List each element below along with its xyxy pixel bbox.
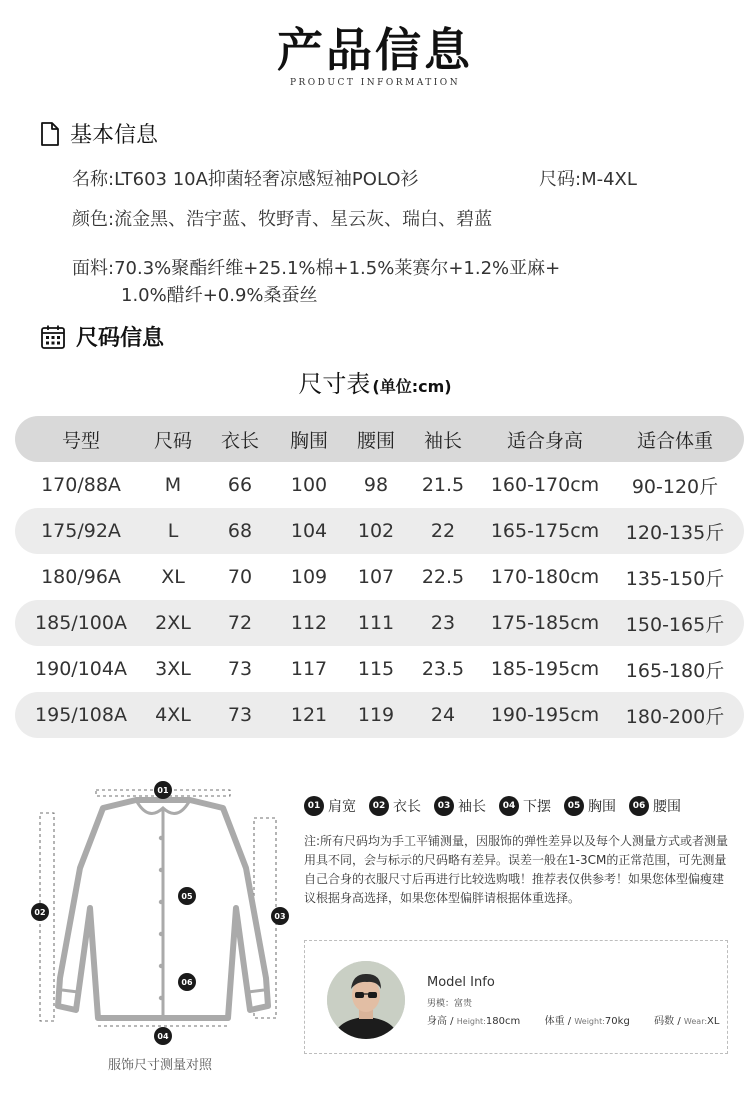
table-cell: 104	[290, 520, 328, 542]
marker-02	[31, 903, 49, 921]
table-cell: 195/108A	[35, 704, 127, 726]
legend-item	[499, 796, 551, 816]
wear-value: XL	[707, 1016, 720, 1027]
legend-number-badge: 03	[434, 796, 454, 816]
table-row	[15, 646, 744, 692]
table-cell: 117	[290, 658, 328, 680]
table-header-cell: 适合身高	[506, 429, 584, 452]
table-cell: 107	[357, 566, 395, 588]
page-title: 产品信息	[277, 23, 473, 77]
diagram-caption: 服饰尺寸测量对照	[107, 1058, 212, 1073]
product-fabric-line	[72, 254, 560, 280]
table-cell: 90-120斤	[631, 475, 719, 498]
height-value: 180cm	[485, 1016, 521, 1027]
table-cell: 22.5	[421, 566, 465, 588]
table-cell: 66	[227, 474, 253, 496]
table-header-cell: 袖长	[423, 429, 463, 452]
height-label: 身高 /	[427, 1016, 454, 1027]
table-cell: 68	[227, 520, 253, 542]
table-cell: 22	[430, 520, 456, 542]
marker-01-text: 01	[157, 786, 169, 795]
marker-06	[178, 973, 196, 991]
size-info-label: 尺码信息	[76, 326, 165, 351]
table-header-row	[15, 416, 744, 462]
shirt-measurement-diagram	[28, 778, 298, 1048]
model-info-box	[304, 940, 728, 1054]
legend-label: 下摆	[523, 799, 551, 815]
marker-04	[154, 1027, 172, 1045]
table-row	[15, 554, 744, 600]
table-cell: L	[167, 520, 179, 542]
table-row	[15, 600, 744, 646]
table-cell: 73	[227, 658, 253, 680]
basic-info-label: 基本信息	[70, 123, 159, 148]
weight-value: 70kg	[604, 1016, 630, 1027]
marker-02-text: 02	[34, 908, 46, 917]
table-cell: 170/88A	[41, 474, 121, 496]
legend-label: 袖长	[458, 799, 486, 815]
table-cell: 165-175cm	[490, 520, 600, 542]
table-cell: 120-135斤	[625, 521, 725, 544]
table-cell: 185-195cm	[490, 658, 600, 680]
table-cell: 21.5	[421, 474, 465, 496]
legend-item	[369, 796, 421, 816]
table-cell: 111	[357, 612, 395, 634]
legend-number-badge: 02	[369, 796, 389, 816]
table-cell: XL	[161, 566, 185, 588]
table-cell: 24	[430, 704, 456, 726]
table-cell: M	[164, 474, 182, 496]
height-en: Height:	[456, 1017, 486, 1026]
model-info-title: Model Info	[427, 975, 495, 990]
table-cell: 180/96A	[41, 566, 121, 588]
table-cell: 102	[357, 520, 395, 542]
table-cell: 2XL	[155, 612, 191, 634]
table-cell: 150-165斤	[625, 613, 725, 636]
table-cell: 121	[290, 704, 328, 726]
table-cell: 98	[363, 474, 389, 496]
measurement-legend	[304, 796, 690, 816]
legend-label: 肩宽	[328, 799, 356, 815]
table-cell: 180-200斤	[625, 705, 725, 728]
legend-number-badge: 04	[499, 796, 519, 816]
model-name: 男模：富贵	[427, 999, 473, 1009]
table-row	[15, 692, 744, 738]
fabric-label: 面料:	[72, 258, 115, 279]
basic-info-heading	[40, 118, 158, 149]
table-unit: (单位:cm)	[372, 377, 452, 396]
legend-item	[304, 796, 356, 816]
legend-item	[434, 796, 486, 816]
table-cell: 190/104A	[35, 658, 127, 680]
legend-label: 衣长	[393, 799, 421, 815]
table-header-cell: 号型	[61, 429, 101, 452]
marker-05	[178, 887, 196, 905]
table-cell: 170-180cm	[490, 566, 600, 588]
product-color-line	[72, 205, 492, 231]
fabric-value-line1: 70.3%聚酯纤维+25.1%棉+1.5%莱赛尔+1.2%亚麻+	[114, 258, 561, 279]
name-value: LT603 10A抑菌轻奢凉感短袖POLO衫	[114, 169, 419, 190]
color-value: 流金黑、浩宇蓝、牧野青、星云灰、瑞白、碧蓝	[114, 209, 493, 230]
table-cell: 160-170cm	[490, 474, 600, 496]
page-subtitle: PRODUCT INFORMATION	[289, 78, 461, 88]
legend-item	[629, 796, 681, 816]
table-cell: 119	[357, 704, 395, 726]
color-label: 颜色:	[72, 209, 115, 230]
table-cell: 4XL	[155, 704, 191, 726]
marker-03	[271, 907, 289, 925]
table-title-text: 尺寸表	[298, 370, 371, 398]
table-cell: 3XL	[155, 658, 191, 680]
product-size-line	[539, 165, 637, 191]
table-header-cell: 适合体重	[636, 429, 714, 452]
size-table-title	[0, 364, 750, 399]
table-header-cell: 腰围	[356, 429, 396, 452]
model-photo	[327, 961, 405, 1039]
legend-number-badge: 06	[629, 796, 649, 816]
legend-number-badge: 01	[304, 796, 324, 816]
document-icon	[40, 122, 60, 146]
table-cell: 100	[290, 474, 328, 496]
weight-label: 体重 /	[544, 1016, 572, 1027]
table-cell: 175-185cm	[490, 612, 600, 634]
marker-01	[154, 781, 172, 799]
table-row	[15, 508, 744, 554]
product-name-line	[72, 165, 419, 191]
size-value: M-4XL	[581, 169, 637, 190]
size-table	[15, 416, 744, 738]
table-cell: 115	[357, 658, 395, 680]
marker-04-text: 04	[157, 1032, 169, 1041]
model-avatar	[327, 961, 405, 1039]
wear-en: Wear:	[683, 1017, 708, 1026]
calendar-icon	[40, 324, 66, 350]
name-label: 名称:	[72, 169, 115, 190]
table-header-cell: 衣长	[220, 429, 260, 452]
table-cell: 23	[430, 612, 456, 634]
table-cell: 135-150斤	[625, 567, 725, 590]
legend-item	[564, 796, 616, 816]
legend-label: 胸围	[588, 799, 616, 815]
table-cell: 112	[290, 612, 328, 634]
size-info-heading	[40, 321, 164, 352]
table-cell: 165-180斤	[625, 659, 725, 682]
size-label: 尺码:	[539, 169, 582, 190]
table-cell: 175/92A	[41, 520, 121, 542]
table-header-cell: 胸围	[289, 429, 329, 452]
legend-label: 腰围	[653, 799, 681, 815]
wear-label: 码数 /	[654, 1016, 681, 1027]
table-header-cell: 尺码	[153, 429, 193, 452]
table-cell: 23.5	[421, 658, 465, 680]
table-row	[15, 462, 744, 508]
table-cell: 185/100A	[35, 612, 127, 634]
table-cell: 70	[227, 566, 253, 588]
model-stats	[427, 1012, 719, 1027]
table-cell: 73	[227, 704, 253, 726]
table-cell: 190-195cm	[490, 704, 600, 726]
product-fabric-line2: 1.0%醋纤+0.9%桑蚕丝	[121, 285, 318, 306]
marker-05-text: 05	[181, 892, 193, 901]
marker-03-text: 03	[274, 912, 286, 921]
legend-number-badge: 05	[564, 796, 584, 816]
table-cell: 72	[227, 612, 253, 634]
table-cell: 109	[290, 566, 328, 588]
measurement-note: 注:所有尺码均为手工平铺测量，因服饰的弹性差异以及每个人测量方式或者测量用具不同，会与标示的尺码略有差异。误差一般在1-3CM的正常范围，可先测量自己合身的衣服尺寸后再进行比较选购哦！推荐表仅供参考！如果您体型偏瘦建议根据身高选择，如果您体型偏胖请根据体重选择。	[304, 834, 729, 905]
weight-en: Weight:	[574, 1017, 605, 1026]
marker-06-text: 06	[181, 978, 193, 987]
